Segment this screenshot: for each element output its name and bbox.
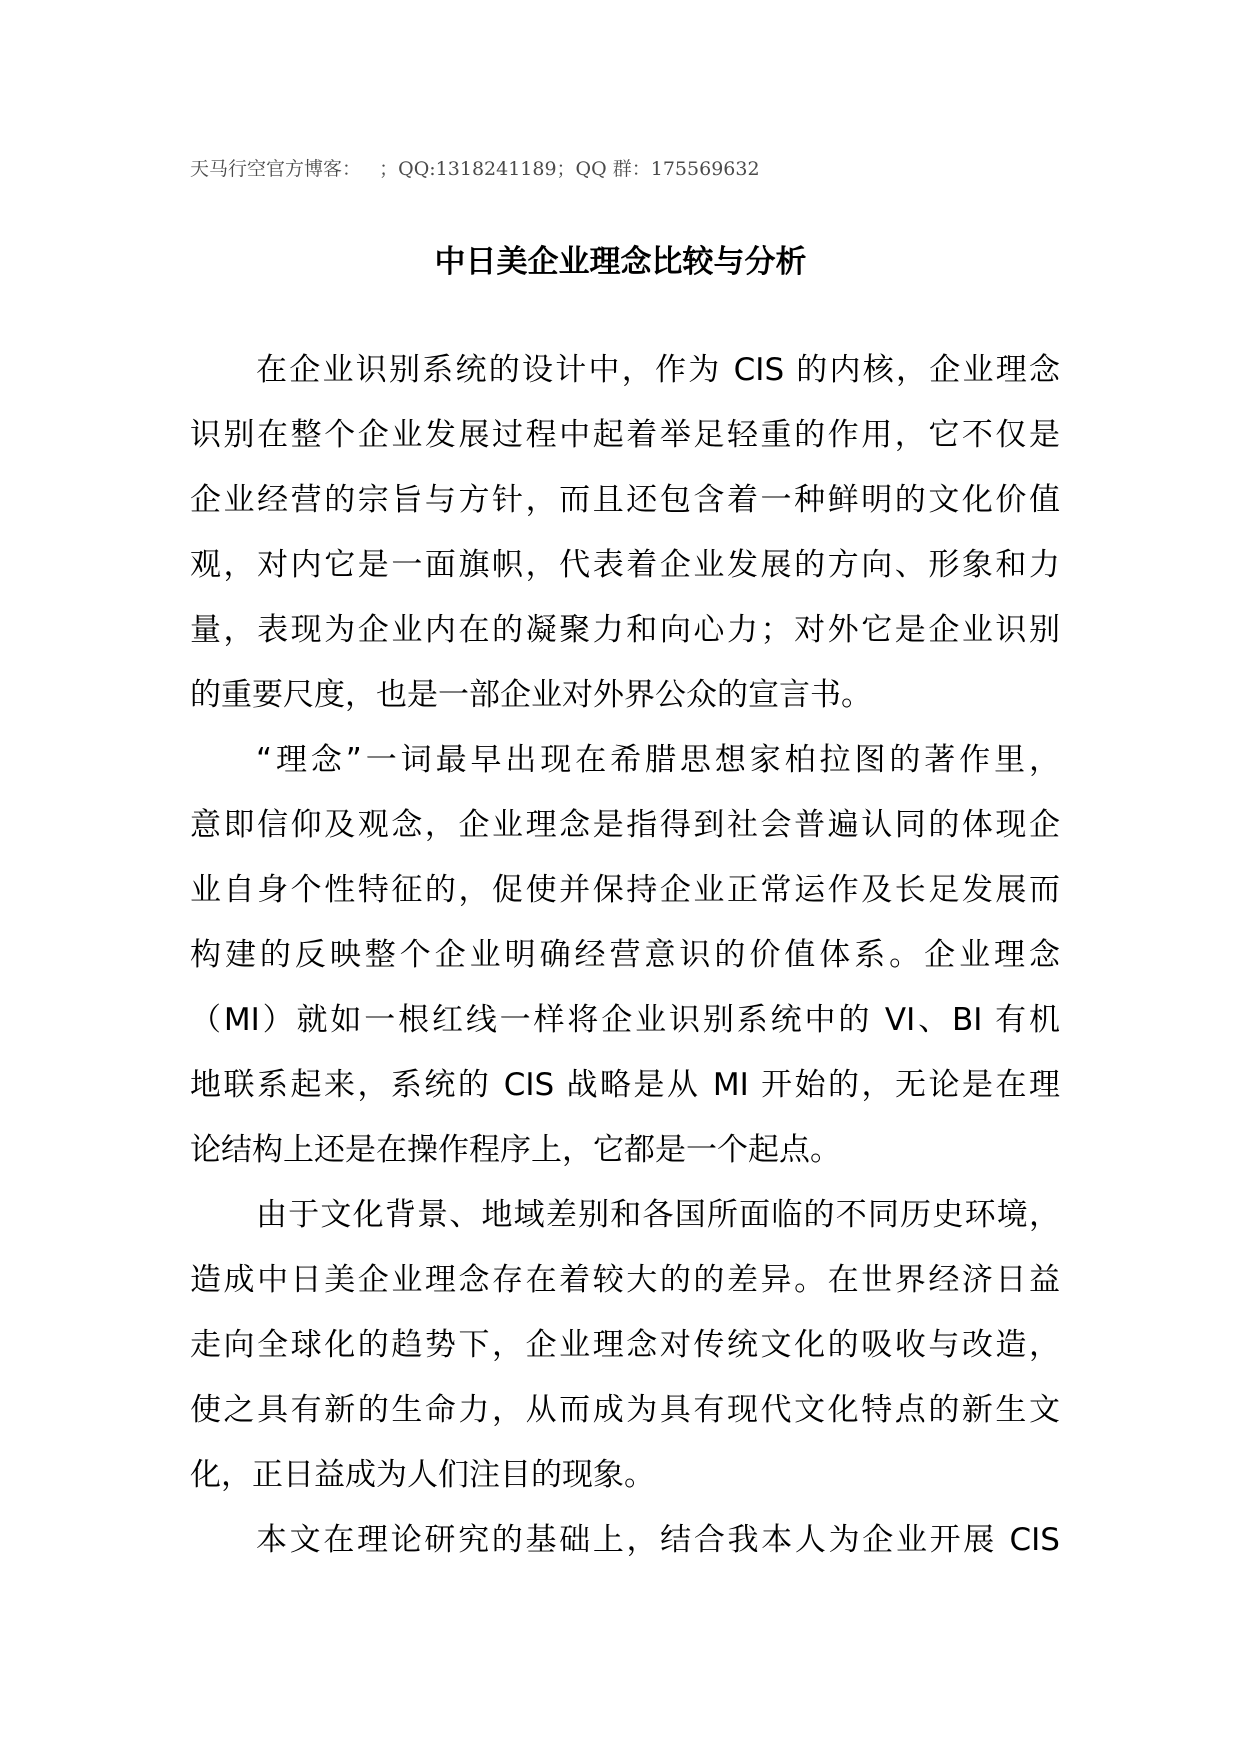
text-line: 观，对内它是一面旗帜，代表着企业发展的方向、形象和力 bbox=[190, 547, 1060, 583]
text-line: 论结构上还是在操作程序上，它都是一个起点。 bbox=[190, 1132, 841, 1168]
text-line: 化，正日益成为人们注目的现象。 bbox=[190, 1457, 655, 1493]
text-line: “理念”一词最早出现在希腊思想家柏拉图的著作里， bbox=[256, 742, 1060, 778]
text-line: 识别在整个企业发展过程中起着举足轻重的作用，它不仅是 bbox=[190, 417, 1060, 453]
document-body bbox=[190, 338, 1060, 1573]
text-line: 企业经营的宗旨与方针，而且还包含着一种鲜明的文化价值 bbox=[190, 482, 1060, 518]
text-line: 由于文化背景、地域差别和各国所面临的不同历史环境， bbox=[256, 1197, 1060, 1233]
text-line: 在企业识别系统的设计中，作为 CIS 的内核，企业理念 bbox=[256, 352, 1060, 388]
text-line: 量，表现为企业内在的凝聚力和向心力；对外它是企业识别 bbox=[190, 612, 1060, 648]
text-line: 业自身个性特征的，促使并保持企业正常运作及长足发展而 bbox=[190, 872, 1060, 908]
text-line: 的重要尺度，也是一部企业对外界公众的宣言书。 bbox=[190, 677, 872, 713]
text-line: 本文在理论研究的基础上，结合我本人为企业开展 CIS bbox=[256, 1522, 1060, 1558]
text-line: 意即信仰及观念，企业理念是指得到社会普遍认同的体现企 bbox=[190, 807, 1060, 843]
text-line: 走向全球化的趋势下，企业理念对传统文化的吸收与改造， bbox=[190, 1327, 1060, 1363]
text-line: 使之具有新的生命力，从而成为具有现代文化特点的新生文 bbox=[190, 1392, 1060, 1428]
text-line: 构建的反映整个企业明确经营意识的价值体系。企业理念 bbox=[190, 937, 1060, 973]
blog-contact-header: 天马行空官方博客： ；QQ:1318241189；QQ 群：175569632 bbox=[190, 158, 760, 180]
text-line: （MI）就如一根红线一样将企业识别系统中的 VI、BI 有机 bbox=[190, 1002, 1060, 1038]
text-line: 地联系起来，系统的 CIS 战略是从 MI 开始的，无论是在理 bbox=[190, 1067, 1060, 1103]
text-line: 造成中日美企业理念存在着较大的的差异。在世界经济日益 bbox=[190, 1262, 1060, 1298]
document-title: 中日美企业理念比较与分析 bbox=[434, 244, 807, 280]
